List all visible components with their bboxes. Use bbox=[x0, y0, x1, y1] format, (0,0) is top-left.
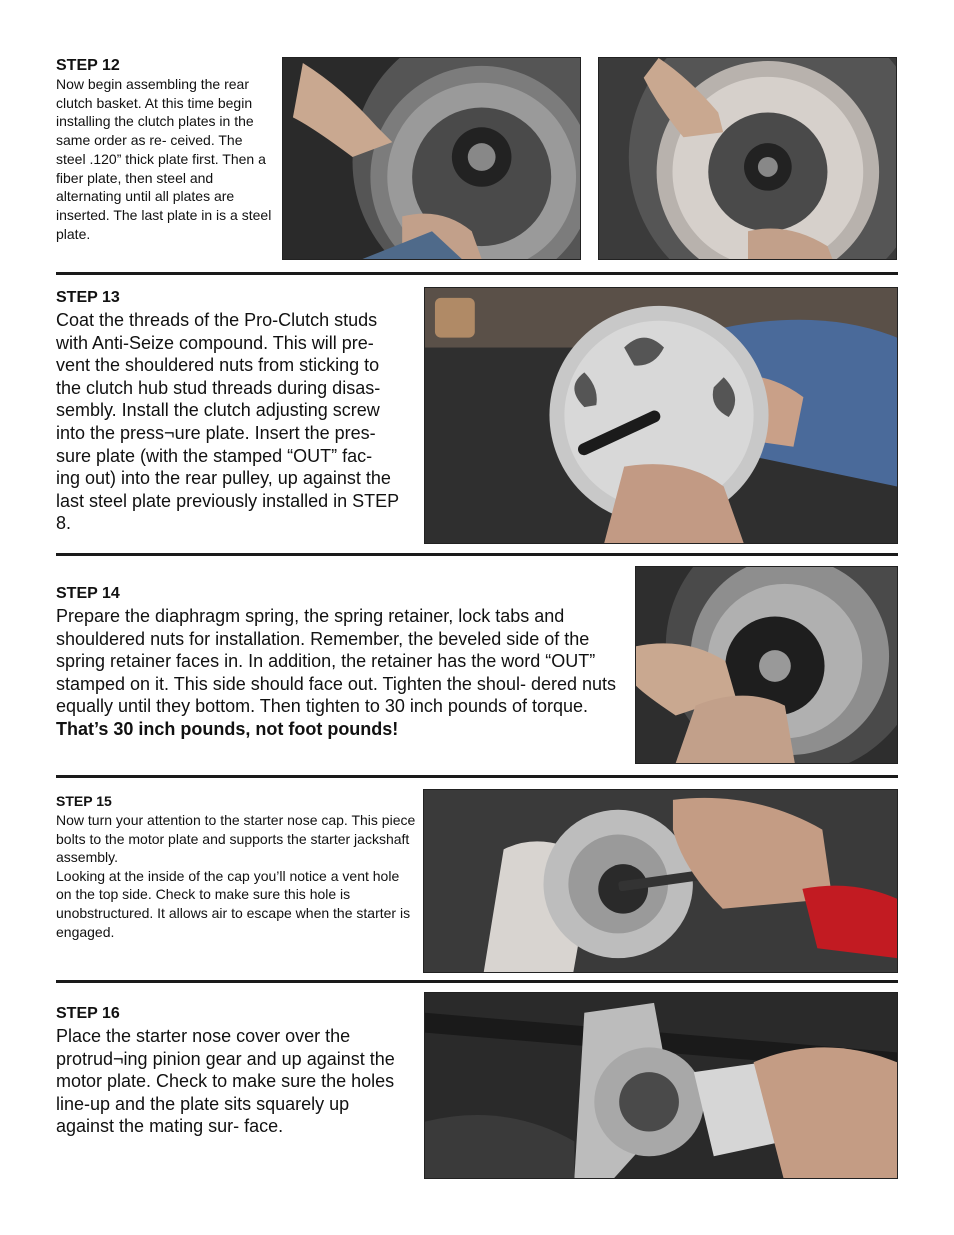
step-13-photo bbox=[424, 287, 898, 544]
divider-1 bbox=[56, 272, 898, 275]
step-15-body-1: Now turn your attention to the starter nose cap. This piece bolts to the motor plate and supports the starter jackshaft assembly. bbox=[56, 812, 416, 866]
step-13-body: Coat the threads of the Pro-Clutch studs with Anti-Seize compound. This will pre- vent the shouldered nuts from sticking to the clutch hub stud threads during disas- sembly. Install the clutch adjusting screw into the press¬ure plate. Insert the pres- sure plate (with the stamped “OUT” fac- ing out) into the rear pulley, up against the last steel plate previously installed in STEP 8. bbox=[56, 310, 399, 534]
step-12-photo-left bbox=[282, 57, 581, 260]
step-15-title: STEP 15 bbox=[56, 793, 112, 809]
step-15-text bbox=[56, 793, 416, 941]
step-13-title: STEP 13 bbox=[56, 289, 120, 306]
step-16-title: STEP 16 bbox=[56, 1005, 120, 1022]
step-14-title: STEP 14 bbox=[56, 585, 120, 602]
step-12-text bbox=[56, 56, 272, 243]
step-14-emphasis: That’s 30 inch pounds, not foot pounds! bbox=[56, 718, 399, 739]
step-15-body-2: Looking at the inside of the cap you’ll notice a vent hole on the top side. Check to make sure this hole is unobstructured. It allows air to escape when the starter is engaged. bbox=[56, 867, 411, 940]
step-12-title: STEP 12 bbox=[56, 57, 120, 74]
divider-3 bbox=[56, 775, 898, 778]
step-12-body: Now begin assembling the rear clutch basket. At this time begin installing the clutch plates in the same order as re- ceived. The steel .120” thick plate first. Then a fiber plate, then steel and alternating until all plates are inserted. The last plate in is a steel plate. bbox=[56, 76, 272, 242]
step-16-photo bbox=[424, 992, 898, 1179]
step-14-body-text: Prepare the diaphragm spring, the spring retainer, lock tabs and shouldered nuts for installation. Remember, the beveled side of the spring retainer faces in. In addition, the retainer has the word “OUT” stamped on it. This side should face out. Tighten the shoul- dered nuts equally until they bottom. Then tighten to 30 inch pounds of torque. bbox=[56, 606, 617, 717]
step-15-photo bbox=[423, 789, 898, 973]
step-13-text bbox=[56, 288, 401, 535]
step-14-text bbox=[56, 584, 621, 741]
step-12-photo-right bbox=[598, 57, 897, 260]
divider-4 bbox=[56, 980, 898, 983]
step-16-text bbox=[56, 1004, 401, 1138]
step-16-body: Place the starter nose cover over the protrud¬ing pinion gear and up against the motor plate. Check to make sure the holes line-up and the plate sits squarely up against the mating sur- face. bbox=[56, 1026, 395, 1137]
step-14-body bbox=[56, 605, 621, 741]
step-14-photo bbox=[635, 566, 898, 764]
divider-2 bbox=[56, 553, 898, 556]
